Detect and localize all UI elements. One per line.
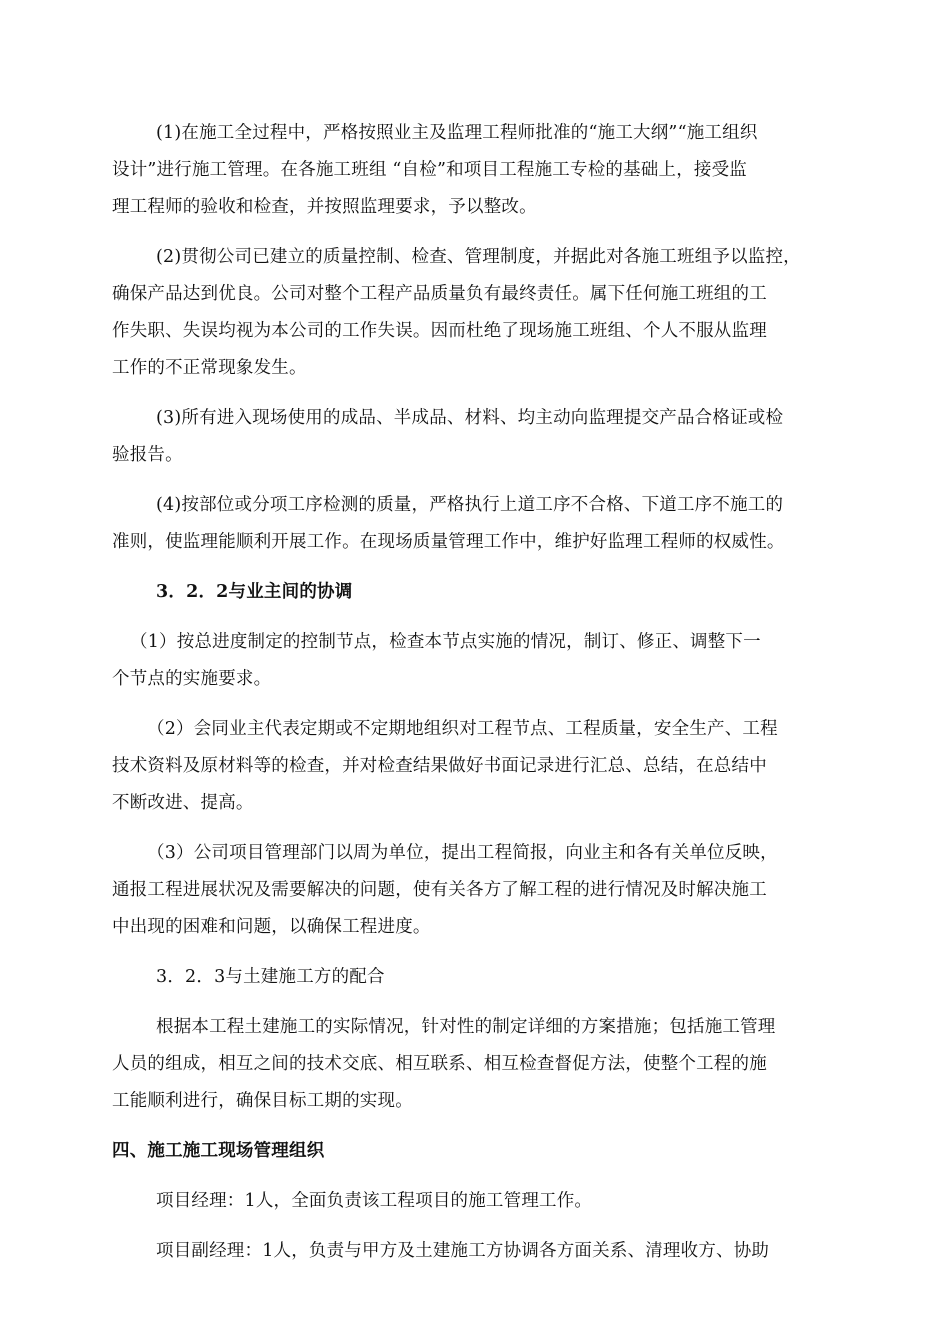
paragraph-6-line-2: 技术资料及原材料等的检查，并对检查结果做好书面记录进行汇总、总结，在总结中 — [112, 756, 767, 776]
paragraph-6-line-1: （2）会同业主代表定期或不定期地组织对工程节点、工程质量，安全生产、工程 — [147, 719, 778, 739]
paragraph-7-line-3: 中出现的困难和问题，以确保工程进度。 — [112, 917, 431, 937]
paragraph-2-line-2: 确保产品达到优良。公司对整个工程产品质量负有最终责任。属下任何施工班组的工 — [112, 284, 767, 304]
paragraph-1-line-1: (1)在施工全过程中，严格按照业主及监理工程师批准的“施工大纲”“施工组织 — [156, 123, 758, 143]
paragraph-2-line-4: 工作的不正常现象发生。 — [112, 358, 307, 378]
paragraph-4-line-1: (4)按部位或分项工序检测的质量，严格执行上道工序不合格、下道工序不施工的 — [156, 495, 784, 515]
paragraph-9-line-1: 项目经理：1人，全面负责该工程项目的施工管理工作。 — [156, 1191, 593, 1211]
paragraph-7-line-2: 通报工程进展状况及需要解决的问题，使有关各方了解工程的进行情况及时解决施工 — [112, 880, 767, 900]
paragraph-10-line-1: 项目副经理：1人，负责与甲方及土建施工方协调各方面关系、清理收方、协助 — [156, 1241, 770, 1261]
paragraph-2-line-1: (2)贯彻公司已建立的质量控制、检查、管理制度，并据此对各施工班组予以监控， — [156, 247, 801, 267]
paragraph-2-line-3: 作失职、失误均视为本公司的工作失误。因而杜绝了现场施工班组、个人不服从监理 — [112, 321, 767, 341]
chapter-heading-4: 四、施工施工现场管理组织 — [112, 1141, 325, 1161]
paragraph-8-line-2: 人员的组成，相互之间的技术交底、相互联系、相互检查督促方法，使整个工程的施 — [112, 1054, 767, 1074]
paragraph-5-line-2: 个节点的实施要求。 — [112, 669, 272, 689]
paragraph-7-line-1: （3）公司项目管理部门以周为单位，提出工程简报，向业主和各有关单位反映， — [147, 843, 778, 863]
paragraph-8-line-1: 根据本工程土建施工的实际情况，针对性的制定详细的方案措施；包括施工管理 — [156, 1017, 776, 1037]
paragraph-6-line-3: 不断改进、提高。 — [112, 793, 254, 813]
paragraph-1-line-3: 理工程师的验收和检查，并按照监理要求，予以整改。 — [112, 197, 537, 217]
paragraph-3-line-1: (3)所有进入现场使用的成品、半成品、材料、均主动向监理提交产品合格证或检 — [156, 408, 784, 428]
section-heading-3-2-2: 3．2．2与业主间的协调 — [156, 582, 353, 602]
paragraph-8-line-3: 工能顺利进行，确保目标工期的实现。 — [112, 1091, 413, 1111]
section-heading-3-2-3: 3．2．3与土建施工方的配合 — [156, 967, 385, 987]
paragraph-3-line-2: 验报告。 — [112, 445, 183, 465]
paragraph-4-line-2: 准则，使监理能顺利开展工作。在现场质量管理工作中，维护好监理工程师的权威性。 — [112, 532, 785, 552]
paragraph-5-line-1: （1）按总进度制定的控制节点，检查本节点实施的情况，制订、修正、调整下一 — [130, 632, 761, 652]
paragraph-1-line-2: 设计”进行施工管理。在各施工班组 “自检”和项目工程施工专检的基础上，接受监 — [112, 160, 747, 180]
